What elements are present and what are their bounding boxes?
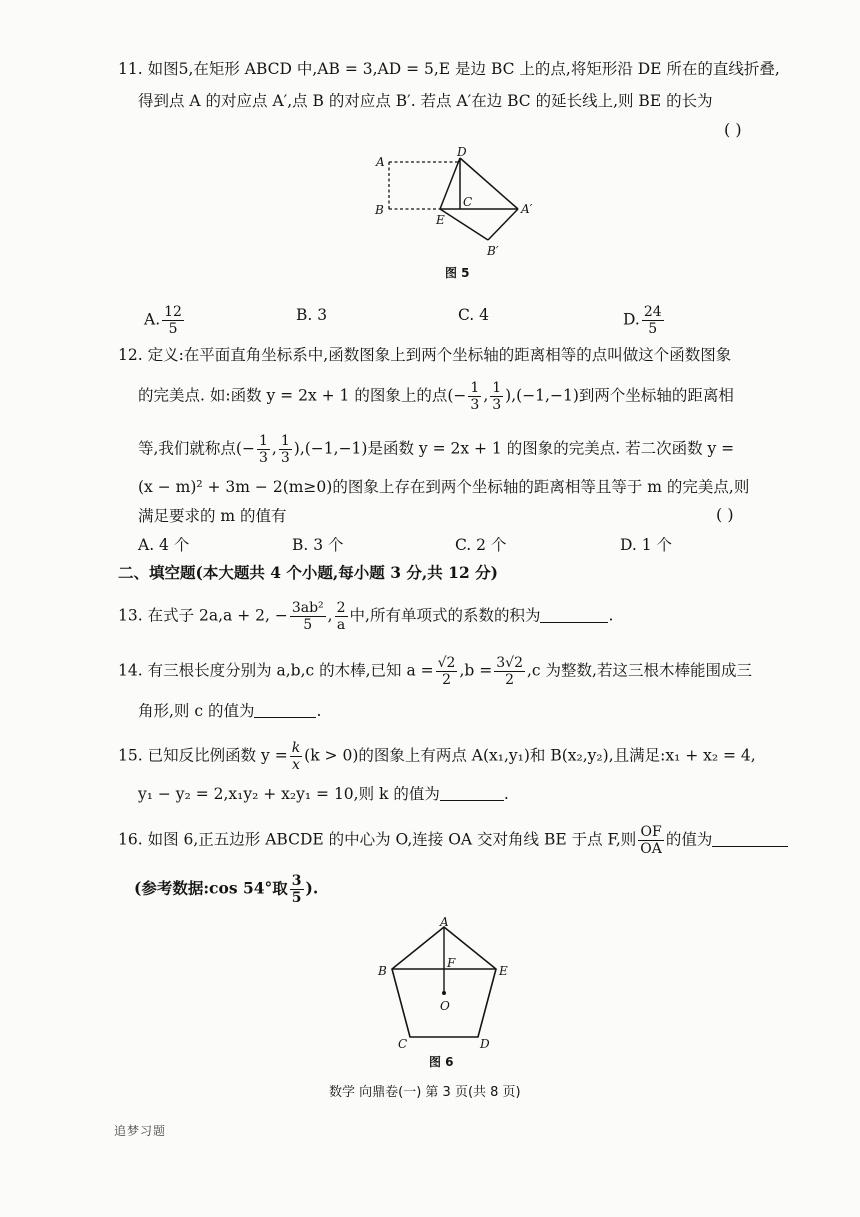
figure-5: [370, 146, 545, 258]
q13-line: 13. 在式子 2a,a + 2, − $\frac{\text{3ab²}}{5}$ , $\frac{2}{a}$ 中,所有单项式的系数的积为 .: [118, 600, 614, 633]
fig6-label-e: E: [499, 964, 508, 978]
q11-option-a[interactable]: [144, 304, 186, 337]
q12-line1: 12. 定义:在平面直角坐标系中,函数图象上到两个坐标轴的距离相等的点叫做这个函数图象: [118, 346, 732, 364]
q15-line2: y₁ − y₂ = 2,x₁y₂ + x₂y₁ = 10,则 k 的值为 .: [138, 785, 509, 803]
fig6-label-d: D: [480, 1037, 490, 1051]
q12-line3: 等,我们就称点(− $\frac{1}{3}$ , $\frac{1}{3}$ ),(−1,−1)是函数 y = 2x + 1 的图象的完美点. 若二次函数 y =: [138, 433, 735, 466]
fig6-label-o: O: [440, 999, 450, 1013]
fig5-label-e: E: [436, 213, 445, 227]
q12-line2: 的完美点. 如:函数 y = 2x + 1 的图象上的点(− $\frac{1}{3}$ , $\frac{1}{3}$ ),(−1,−1)到两个坐标轴的距离相: [138, 380, 734, 413]
q14-line1: 14. 有三根长度分别为 a,b,c 的木棒,已知 a = $\frac{√2}{2}$ ,b = $\frac{3√2}{2}$ ,c 为整数,若这三根木棒能围成三: [118, 655, 752, 688]
q15-line1: 15. 已知反比例函数 y = $\frac{k}{x}$ (k > 0)的图象上有两点 A(x₁,y₁)和 B(x₂,y₂),且满足:x₁ + x₂ = 4,: [118, 740, 756, 773]
fig5-label-a-prime: A′: [521, 202, 533, 216]
q11-line2: 得到点 A 的对应点 A′,点 B 的对应点 B′. 若点 A′在边 BC 的延长线上,则 BE 的长为: [138, 92, 713, 110]
q12-option-a[interactable]: A. 4 个: [138, 536, 190, 554]
q11-option-a-prefix: A.: [144, 310, 161, 329]
fig5-label-d: D: [457, 146, 467, 159]
q12-line5: 满足要求的 m 的值有: [138, 507, 287, 525]
section-2-title: 二、填空题(本大题共 4 个小题,每小题 3 分,共 12 分): [118, 563, 498, 582]
fig6-label-c: C: [398, 1037, 408, 1051]
q11-option-d-prefix: D.: [623, 310, 640, 329]
q15-answer-blank[interactable]: [440, 784, 504, 801]
q16-reference-data: (参考数据:cos 54°取 $\frac{3}{5}$ ).: [134, 873, 319, 906]
q16-answer-blank[interactable]: [712, 830, 788, 847]
q11-option-d-fraction: $\frac{24}{5}$: [643, 304, 662, 337]
q12-option-d[interactable]: D. 1 个: [620, 536, 673, 554]
page-footer: 数学 向鼎卷(一) 第 3 页(共 8 页): [329, 1085, 521, 1100]
fig6-label-f: F: [447, 956, 456, 970]
q12-option-b[interactable]: B. 3 个: [292, 536, 344, 554]
figure-5-caption: 图 5: [445, 266, 470, 280]
figure-6: [372, 915, 516, 1055]
q12-line4: (x − m)² + 3m − 2(m≥0)的图象上存在到两个坐标轴的距离相等且等于 m 的完美点,则: [138, 478, 750, 496]
q12-option-c[interactable]: C. 2 个: [455, 536, 507, 554]
q11-option-c[interactable]: C. 4: [458, 306, 490, 324]
fig6-label-a: A: [440, 915, 449, 929]
fig5-label-a: A: [376, 155, 385, 169]
fig5-label-c: C: [463, 195, 473, 209]
q13-answer-blank[interactable]: [540, 606, 608, 623]
q16-line1: 16. 如图 6,正五边形 ABCDE 的中心为 O,连接 OA 交对角线 BE 于点 F,则 $\frac{OF}{OA}$ 的值为: [118, 824, 788, 857]
q11-line1: 11. 如图5,在矩形 ABCD 中,AB = 3,AD = 5,E 是边 BC 上的点,将矩形沿 DE 所在的直线折叠,: [118, 60, 780, 78]
q11-answer-paren: ( ): [724, 120, 742, 139]
q14-answer-blank[interactable]: [254, 701, 316, 718]
fig5-label-b-prime: B′: [487, 244, 499, 258]
q12-answer-paren: ( ): [716, 505, 734, 524]
q11-option-d[interactable]: [623, 304, 666, 337]
q11-option-b[interactable]: B. 3: [296, 306, 328, 324]
fig5-label-b: B: [375, 203, 384, 217]
bottom-watermark: 追梦习题: [114, 1124, 167, 1138]
fig6-label-b: B: [378, 964, 387, 978]
figure-6-caption: 图 6: [429, 1055, 454, 1069]
q11-option-a-fraction: $\frac{12}{5}$: [164, 304, 182, 337]
q14-line2: 角形,则 c 的值为 .: [138, 702, 322, 720]
